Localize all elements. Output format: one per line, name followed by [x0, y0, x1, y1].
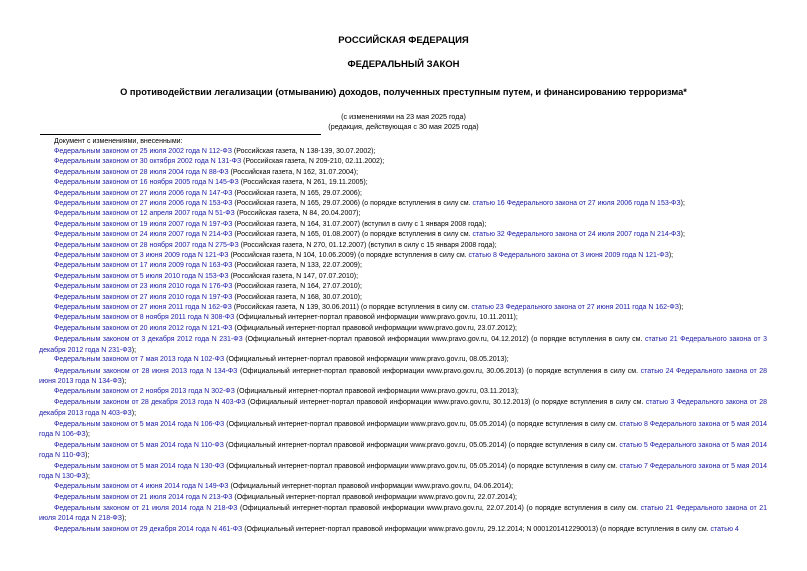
amendment-item — [54, 283, 362, 290]
amendment-source-text: (Официальный интернет-портал правовой информации www.pravo.gov.ru, 29.12.2014; N 0001201412290013) (о порядке вступления в силу см. — [242, 526, 711, 534]
amendment-item — [54, 231, 685, 238]
amendment-closing-text: ); — [121, 378, 127, 386]
amendment-law-link[interactable]: Федеральным законом от 21 июля 2014 года N 218-ФЗ — [54, 505, 238, 512]
amendment-item — [54, 179, 368, 186]
amendment-source-text: (Официальный интернет-портал правовой информации www.pravo.gov.ru, 05.05.2014) (о порядке вступления в силу см. — [224, 420, 620, 428]
amendment-law-link[interactable]: Федеральным законом от 24 июля 2007 года N 214-ФЗ — [54, 231, 233, 239]
amendment-source-text: (Официальный интернет-портал правовой информации www.pravo.gov.ru, 10.11.2011); — [234, 314, 518, 322]
amendment-source-text: (Российская газета, N 261, 19.11.2005); — [238, 179, 368, 187]
amendment-item — [54, 325, 517, 332]
amendment-law-link[interactable]: Федеральным законом от 5 июля 2010 года N 153-ФЗ — [54, 272, 229, 280]
amendment-item — [54, 221, 486, 228]
amendment-item — [39, 420, 767, 441]
amendment-source-text: (Российская газета, N 165, 01.08.2007) (о порядке вступления в силу см. — [232, 231, 473, 239]
amendment-item — [54, 314, 518, 321]
amendment-source-text: (Российская газета, N 104, 10.06.2009) (о порядке вступления в силу см. — [228, 252, 469, 259]
amendment-law-link[interactable]: Федеральным законом от 28 декабря 2013 года N 403-ФЗ — [54, 399, 246, 407]
amendment-law-link[interactable]: Федеральным законом от 21 июля 2014 года N 213-ФЗ — [54, 493, 233, 501]
amendment-item — [54, 242, 497, 249]
entry-into-force-article-link[interactable]: статью 16 Федерального закона от 27 июля 2006 года N 153-ФЗ — [472, 200, 681, 207]
amendment-law-link[interactable]: Федеральным законом от 17 июля 2009 года N 163-ФЗ — [54, 262, 233, 270]
amendment-source-text: (Официальный интернет-портал правовой информации www.pravo.gov.ru, 05.05.2014) (о порядке вступления в силу см. — [224, 463, 620, 470]
edition-note: (редакция, действующая с 30 мая 2025 года) — [328, 122, 479, 131]
amendment-closing-text: ); — [131, 409, 137, 417]
amendment-closing-text: ); — [680, 231, 685, 239]
amendment-law-link[interactable]: Федеральным законом от 5 мая 2014 года N 106-ФЗ — [54, 420, 225, 428]
amendment-law-link[interactable]: Федеральным законом от 28 ноября 2007 года N 275-ФЗ — [54, 241, 239, 249]
entry-into-force-article-link[interactable]: статью 8 Федерального закона от 3 июня 2009 года N 121-ФЗ — [468, 252, 669, 259]
amendment-source-text: (Официальный интернет-портал правовой информации www.pravo.gov.ru, 30.06.2013) (о порядке вступления в силу см. — [237, 367, 641, 375]
amendment-source-text: (Официальный интернет-портал правовой информации www.pravo.gov.ru, 22.07.2014); — [232, 493, 517, 501]
amendment-source-text: (Официальный интернет-портал правовой информации www.pravo.gov.ru, 05.05.2014) (о порядке вступления в силу см. — [223, 441, 620, 449]
amendment-item — [54, 262, 362, 269]
amendment-law-link[interactable]: Федеральным законом от 27 июля 2006 года N 147-ФЗ — [54, 189, 233, 197]
law-title: О противодействии легализации (отмыванию) доходов, полученных преступным путем, и финансированию терроризма* — [120, 87, 687, 97]
amendment-source-text: (Официальный интернет-портал правовой информации www.pravo.gov.ru, 04.12.2012) (о порядке вступления в силу см. — [242, 336, 645, 344]
amendment-law-link[interactable]: Федеральным законом от 3 декабря 2012 года N 231-ФЗ — [54, 336, 243, 344]
entry-into-force-article-link[interactable]: статью 21 Федерального закона от 3 декабря 2012 года N 231-ФЗ — [39, 336, 767, 354]
amendment-item — [54, 356, 509, 363]
amendment-item — [54, 273, 358, 280]
entry-into-force-article-link[interactable]: статью 32 Федерального закона от 24 июля 2007 года N 214-ФЗ — [472, 231, 681, 239]
amendment-source-text: (Российская газета, N 164, 27.07.2010); — [232, 283, 362, 291]
amendment-law-link[interactable]: Федеральным законом от 3 июня 2009 года N 121-ФЗ — [54, 252, 229, 259]
amendment-law-link[interactable]: Федеральным законом от 28 июня 2013 года N 134-ФЗ — [54, 367, 238, 375]
amendment-closing-text: ); — [678, 304, 684, 311]
amendment-law-link[interactable]: Федеральным законом от 28 июля 2004 года N 88-ФЗ — [54, 168, 229, 176]
amendment-source-text: (Российская газета, N 164, 31.07.2007) (вступил в силу с 1 января 2008 года); — [232, 220, 487, 228]
amendment-item — [54, 252, 673, 259]
entry-into-force-article-link[interactable]: статью 21 Федерального закона от 21 июля 2014 года N 218-ФЗ — [39, 505, 768, 523]
amendment-law-link[interactable]: Федеральным законом от 27 июня 2011 года N 162-ФЗ — [54, 304, 232, 311]
amendment-law-link[interactable]: Федеральным законом от 25 июля 2002 года N 112-ФЗ — [54, 148, 232, 155]
changes-note: (с изменениями на 23 мая 2025 года) — [341, 112, 466, 121]
amendment-item — [39, 441, 767, 462]
amendment-item — [54, 148, 375, 155]
amendment-source-text: (Российская газета, N 139, 30.06.2011) (о порядке вступления в силу см. — [231, 304, 472, 311]
amendments-intro: Документ с изменениями, внесенными: — [54, 138, 183, 145]
amendment-source-text: (Официальный интернет-портал правовой информации www.pravo.gov.ru, 22.07.2014) (о порядке вступления в силу см. — [237, 505, 641, 512]
amendment-law-link[interactable]: Федеральным законом от 5 мая 2014 года N 110-ФЗ — [54, 441, 224, 449]
amendment-law-link[interactable]: Федеральным законом от 27 июля 2006 года N 153-ФЗ — [54, 200, 233, 207]
amendment-item — [54, 190, 362, 197]
entry-into-force-article-link[interactable]: статью 7 Федерального закона от 5 мая 2014 года N 130-ФЗ — [39, 463, 767, 481]
amendment-closing-text: ); — [85, 473, 90, 481]
amendment-source-text: (Российская газета, N 84, 20.04.2007); — [234, 210, 361, 218]
amendment-item — [39, 398, 767, 419]
amendment-source-text: (Российская газета, N 168, 30.07.2010); — [232, 293, 362, 301]
entry-into-force-article-link[interactable]: статью 5 Федерального закона от 5 мая 2014 года N 110-ФЗ — [39, 441, 767, 460]
amendment-closing-text: ); — [85, 452, 90, 460]
amendment-source-text: (Российская газета, N 133, 22.07.2009); — [232, 262, 362, 270]
entry-into-force-article-link[interactable]: статью 4 — [710, 526, 739, 534]
amendment-item — [39, 462, 767, 483]
amendment-source-text: (Официальный интернет-портал правовой информации www.pravo.gov.ru, 30.12.2013) (о порядке вступления в силу см. — [245, 399, 646, 407]
amendment-law-link[interactable]: Федеральным законом от 23 июля 2010 года N 176-ФЗ — [54, 283, 233, 291]
amendment-item — [54, 158, 384, 165]
amendment-law-link[interactable]: Федеральным законом от 30 октября 2002 года N 131-ФЗ — [54, 158, 242, 166]
amendment-law-link[interactable]: Федеральным законом от 20 июля 2012 года N 121-ФЗ — [54, 324, 233, 332]
amendment-source-text: (Российская газета, N 209-210, 02.11.2002); — [241, 158, 385, 166]
entry-into-force-article-link[interactable]: статью 3 Федерального закона от 28 декабря 2013 года N 403-ФЗ — [39, 399, 767, 417]
amendment-item — [54, 294, 362, 301]
entry-into-force-article-link[interactable]: статью 8 Федерального закона от 5 мая 2014 года N 106-ФЗ — [39, 420, 767, 438]
amendment-law-link[interactable]: Федеральным законом от 16 ноября 2005 года N 145-ФЗ — [54, 179, 239, 187]
amendment-item — [39, 504, 767, 525]
document-type-heading: ФЕДЕРАЛЬНЫЙ ЗАКОН — [347, 59, 460, 70]
amendment-law-link[interactable]: Федеральным законом от 27 июля 2010 года N 197-ФЗ — [54, 293, 233, 301]
amendment-source-text: (Российская газета, N 270, 01.12.2007) (вступил в силу с 15 января 2008 года); — [238, 241, 497, 249]
amendment-source-text: (Российская газета, N 165, 29.07.2006); — [232, 189, 362, 197]
amendment-law-link[interactable]: Федеральным законом от 2 ноября 2013 года N 302-ФЗ — [54, 388, 235, 395]
amendment-closing-text: ); — [121, 515, 127, 523]
amendment-source-text: (Российская газета, N 138-139, 30.07.2002); — [231, 148, 376, 155]
country-heading: РОССИЙСКАЯ ФЕДЕРАЦИЯ — [338, 35, 469, 46]
amendment-item — [54, 210, 360, 217]
amendment-item — [39, 367, 767, 388]
amendment-source-text: (Российская газета, N 165, 29.07.2006) (о порядке вступления в силу см. — [232, 200, 473, 207]
amendment-source-text: (Официальный интернет-портал правовой информации www.pravo.gov.ru, 08.05.2013); — [224, 356, 509, 364]
amendment-law-link[interactable]: Федеральным законом от 12 апреля 2007 года N 51-ФЗ — [54, 210, 235, 218]
amendment-source-text: (Официальный интернет-портал правовой информации www.pravo.gov.ru, 04.06.2014); — [228, 483, 514, 491]
amendment-source-text: (Российская газета, N 147, 07.07.2010); — [228, 272, 359, 280]
amendment-law-link[interactable]: Федеральным законом от 8 ноября 2011 года N 308-ФЗ — [54, 314, 235, 322]
amendment-closing-text: ); — [131, 346, 137, 354]
entry-into-force-article-link[interactable]: статью 24 Федерального закона от 28 июня 2013 года N 134-ФЗ — [39, 367, 768, 386]
amendment-source-text: (Официальный интернет-портал правовой информации www.pravo.gov.ru, 03.11.2013); — [234, 388, 519, 395]
amendment-source-text: (Официальный интернет-портал правовой информации www.pravo.gov.ru, 23.07.2012); — [232, 324, 517, 332]
amendment-item — [39, 335, 767, 356]
amendment-law-link[interactable]: Федеральным законом от 29 декабря 2014 года N 461-ФЗ — [54, 526, 243, 534]
entry-into-force-article-link[interactable]: статью 23 Федерального закона от 27 июня 2011 года N 162-ФЗ — [471, 304, 679, 311]
amendment-closing-text: ); — [85, 431, 90, 438]
amendment-closing-text: ); — [680, 200, 685, 207]
amendment-law-link[interactable]: Федеральным законом от 19 июля 2007 года N 197-ФЗ — [54, 220, 233, 228]
amendment-item — [54, 483, 513, 490]
amendment-item — [54, 200, 685, 207]
amendment-law-link[interactable]: Федеральным законом от 5 мая 2014 года N 130-ФЗ — [54, 463, 225, 470]
amendment-item — [54, 304, 683, 311]
amendment-law-link[interactable]: Федеральным законом от 7 мая 2013 года N 102-ФЗ — [54, 356, 225, 364]
amendment-closing-text: ); — [668, 252, 674, 259]
separator-rule — [40, 134, 321, 135]
amendment-law-link[interactable]: Федеральным законом от 4 июня 2014 года N 149-ФЗ — [54, 483, 229, 491]
amendment-item — [54, 494, 517, 501]
amendment-item — [54, 169, 358, 176]
amendment-item — [39, 525, 767, 535]
amendment-item — [54, 388, 519, 395]
amendment-source-text: (Российская газета, N 162, 31.07.2004); — [228, 168, 359, 176]
